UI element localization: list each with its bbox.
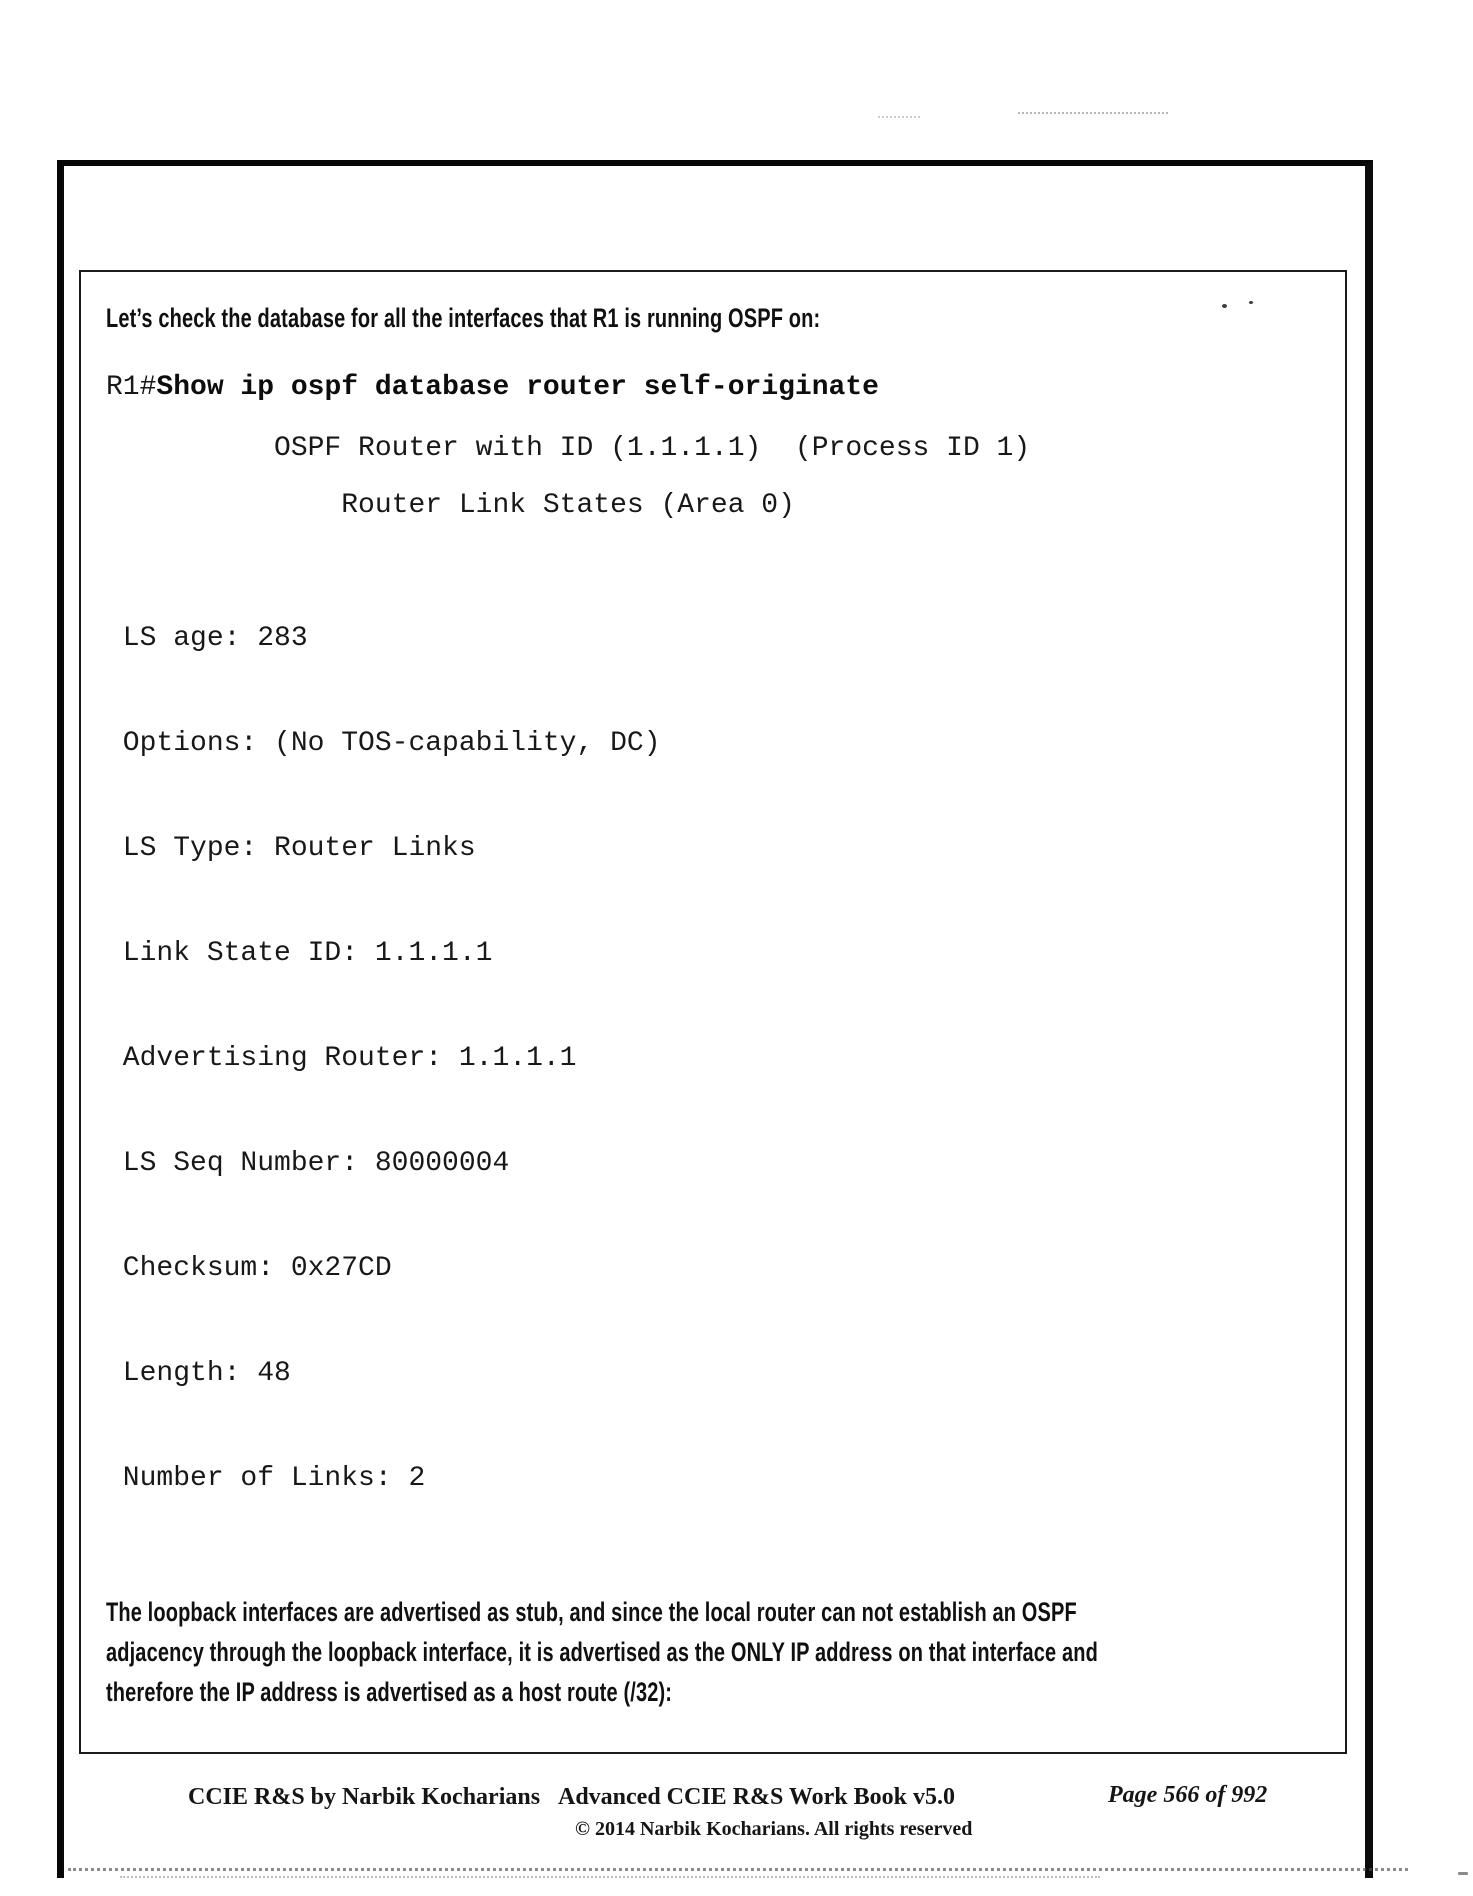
lsa-link-state-id-line: Link State ID: 1.1.1.1: [106, 938, 493, 969]
console-command-text: Show ip ospf database router self-originate: [156, 372, 879, 403]
console-ospf-router-id-line: OSPF Router with ID (1.1.1.1) (Process ID 1): [106, 433, 1031, 464]
scan-artifact-speck: [1458, 1872, 1468, 1875]
content-box: [79, 270, 1347, 1754]
lsa-options-line: Options: (No TOS-capability, DC): [106, 728, 661, 759]
paragraph-line: The loopback interfaces are advertised as stub, and since the local router can not establish an OSPF: [106, 1597, 1077, 1627]
lsa-seq-number-line: LS Seq Number: 80000004: [106, 1148, 510, 1179]
console-router-link-states-line: Router Link States (Area 0): [106, 490, 795, 521]
scan-artifact-top-dashes-small: [878, 116, 920, 118]
paragraph-line: therefore the IP address is advertised as a host route (/32):: [106, 1677, 673, 1707]
paragraph-intro: [106, 298, 1305, 338]
console-lsa-block: [106, 551, 1345, 1566]
footer-book-title: Advanced CCIE R&S Work Book v5.0: [558, 1784, 955, 1810]
lsa-checksum-line: Checksum: 0x27CD: [106, 1253, 392, 1284]
paragraph-loopback-explanation: [106, 1592, 1305, 1712]
footer-author: CCIE R&S by Narbik Kocharians: [188, 1784, 541, 1810]
footer-copyright: © 2014 Narbik Kocharians. All rights reserved: [575, 1818, 973, 1840]
lsa-length-line: Length: 48: [106, 1358, 291, 1389]
paragraph-line: Let’s check the database for all the interfaces that R1 is running OSPF on:: [106, 303, 821, 333]
console-prompt: R1#: [106, 372, 157, 403]
console-stub-network-loopback: [106, 1730, 1345, 1754]
lsa-advertising-router-line: Advertising Router: 1.1.1.1: [106, 1043, 577, 1074]
lsa-age-line: LS age: 283: [106, 623, 308, 654]
lsa-number-of-links-line: Number of Links: 2: [106, 1463, 426, 1494]
lsa-type-line: LS Type: Router Links: [106, 833, 476, 864]
scan-artifact-top-dashes: [1018, 112, 1168, 114]
footer-page-number: Page 566 of 992: [1108, 1782, 1268, 1808]
paragraph-line: adjacency through the loopback interface, it is advertised as the ONLY IP address on that interface and: [106, 1637, 1098, 1667]
console-command-show-database: [106, 370, 1345, 405]
page-border-frame: [57, 160, 1373, 1878]
